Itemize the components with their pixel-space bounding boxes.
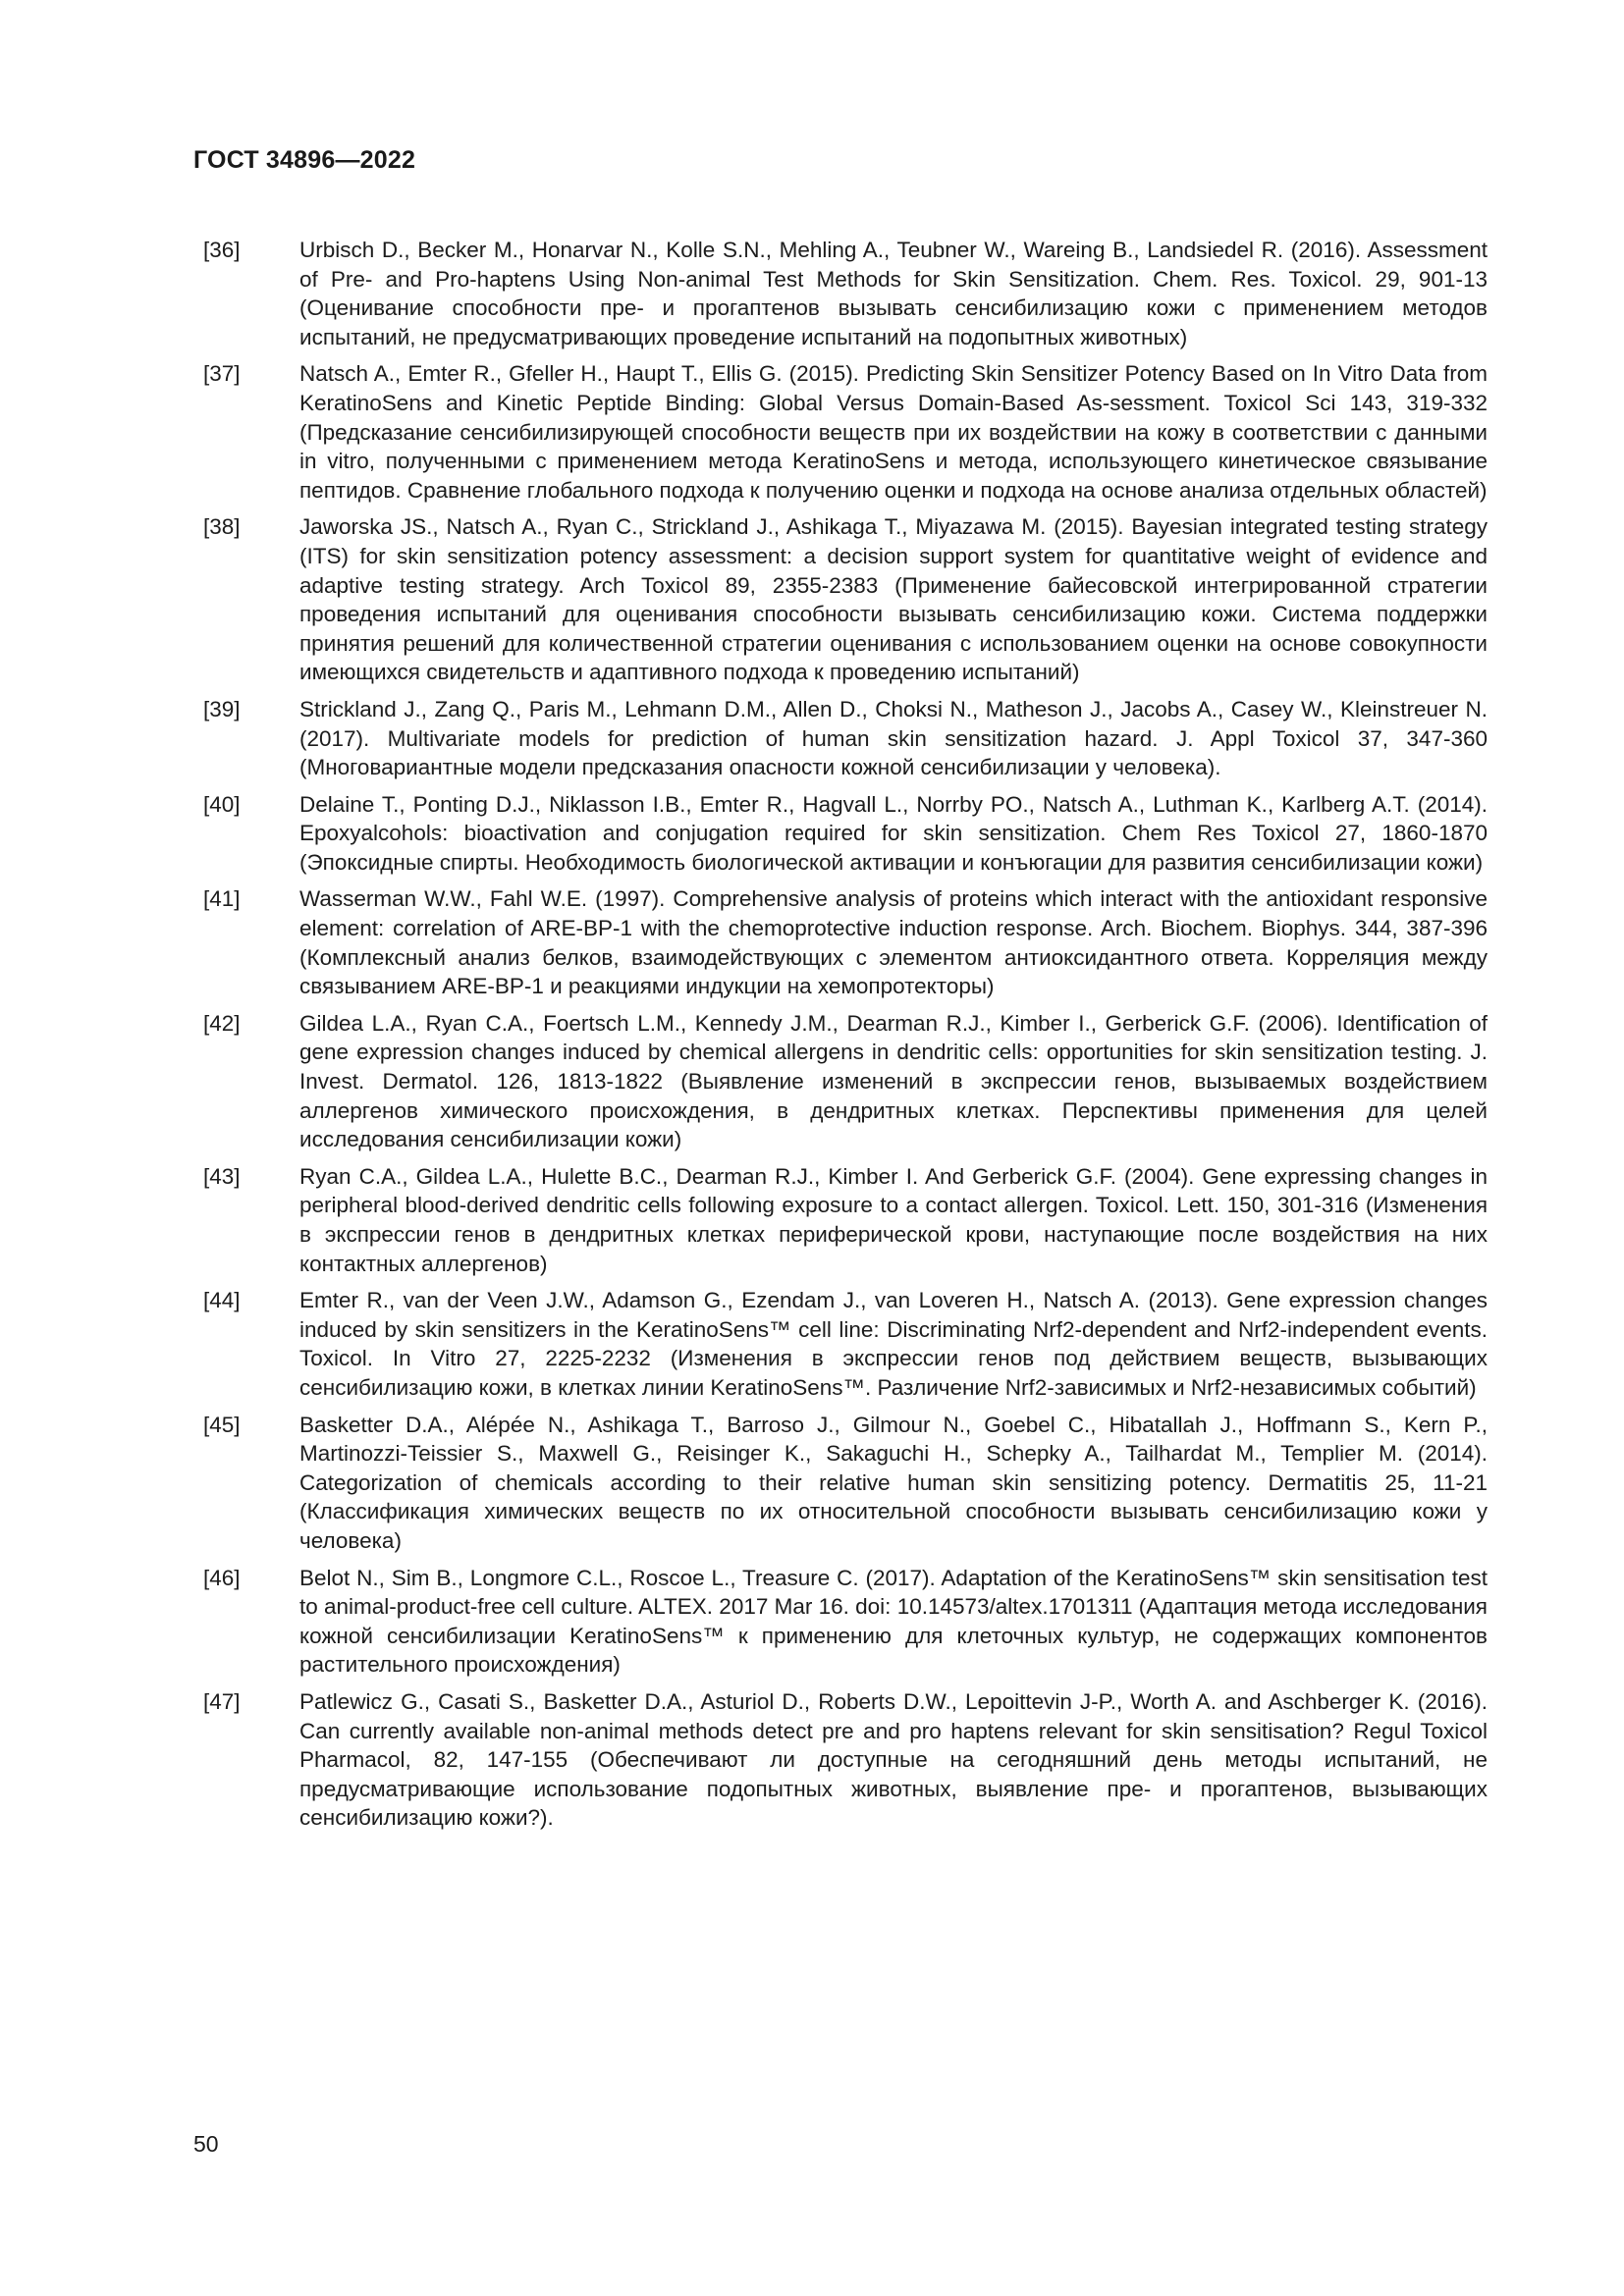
entry-number: [47] xyxy=(203,1688,241,1714)
page-number: 50 xyxy=(193,2131,219,2157)
entry-number: [43] xyxy=(203,1163,241,1189)
entry-number: [39] xyxy=(203,696,241,721)
entry-text: Gildea L.A., Ryan C.A., Foertsch L.M., Kennedy J.M., Dearman R.J., Kimber I., Gerberick G.F. (2006). Identification of gene expression changes induced by chemical allergens in dendritic cells: opportunities for skin sensitization testing. J. Invest. Dermatol. 126, 1813-1822 (Выявление изменений в экспрессии генов, вызываемых воздействием аллергенов химического происхождения, в дендритных клетках. Перспективы применения для целей исследования сенсибилизации кожи) xyxy=(299,1010,1488,1152)
entry-text: Jaworska JS., Natsch A., Ryan C., Strickland J., Ashikaga T., Miyazawa M. (2015). Bayesian integrated testing strategy (ITS) for skin sensitization potency assessment: a decision support system for quantitative weight of evidence and adaptive testing strategy. Arch Toxicol 89, 2355-2383 (Применение байесовской интегрированной стратегии проведения испытаний для оценивания способности вызывать сенсибилизацию кожи. Система поддержки принятия решений для количественной стратегии оценивания с использованием оценки на основе совокупности имеющихся свидетельств и адаптивного подхода к проведению испытаний) xyxy=(299,514,1488,685)
bibliography-entry xyxy=(203,790,1488,878)
bibliography-entry xyxy=(203,236,1488,351)
entry-text: Belot N., Sim B., Longmore C.L., Roscoe L., Treasure C. (2017). Adaptation of the KeratinoSens™ skin sensitisation test to animal-product-free cell culture. ALTEX. 2017 Mar 16. doi: 10.14573/altex.1701311 (Адаптация метода исследования кожной сенсибилизации KeratinoSens™ к применению для клеточных культур, не содержащих компонентов растительного происхождения) xyxy=(299,1565,1488,1678)
entry-number: [36] xyxy=(203,238,241,262)
bibliography-entry xyxy=(203,1009,1488,1154)
entry-number: [45] xyxy=(203,1412,241,1437)
entry-number: [46] xyxy=(203,1565,241,1590)
entry-text: Strickland J., Zang Q., Paris M., Lehmann D.M., Allen D., Choksi N., Matheson J., Jacobs A., Casey W., Kleinstreuer N. (2017). Multivariate models for prediction of human skin sensitization hazard. J. Appl Toxicol 37, 347-360 (Многовариантные модели предсказания опасности кожной сенсибилизации у человека). xyxy=(299,696,1488,780)
entry-number: [38] xyxy=(203,514,241,540)
entry-text: Urbisch D., Becker M., Honarvar N., Kolle S.N., Mehling A., Teubner W., Wareing B., Landsiedel R. (2016). Assessment of Pre- and Pro-haptens Using Non-animal Test Methods for Skin Sensitization. Chem. Res. Toxicol. 29, 901-13 (Оценивание способности пре- и прогаптенов вызывать сенсибилизацию кожи с применением методов испытаний, не предусматривающих проведение испытаний на подопытных животных) xyxy=(299,238,1488,349)
entry-number: [44] xyxy=(203,1288,241,1313)
entry-number: [40] xyxy=(203,791,241,817)
bibliography-entry xyxy=(203,695,1488,782)
entry-text: Delaine T., Ponting D.J., Niklasson I.B., Emter R., Hagvall L., Norrby PO., Natsch A., Luthman K., Karlberg A.T. (2014). Epoxyalcohols: bioactivation and conjugation required for skin sensitization. Chem Res Toxicol 27, 1860-1870 (Эпоксидные спирты. Необходимость биологической активации и конъюгации для развития сенсибилизации кожи) xyxy=(299,791,1488,875)
entry-text: Basketter D.A., Alépée N., Ashikaga T., Barroso J., Gilmour N., Goebel C., Hibatallah J., Hoffmann S., Kern P., Martinozzi-Teissier S., Maxwell G., Reisinger K., Sakaguchi H., Schepky A., Tailhardat M., Templier M. (2014). Categorization of chemicals according to their relative human skin sensitizing potency. Dermatitis 25, 11-21 (Классификация химических веществ по их относительной способности вызывать сенсибилизацию кожи у человека) xyxy=(299,1412,1488,1553)
entry-text: Ryan C.A., Gildea L.A., Hulette B.C., Dearman R.J., Kimber I. And Gerberick G.F. (2004). Gene expressing changes in peripheral blood-derived dendritic cells following exposure to a contact allergen. Toxicol. Lett. 150, 301-316 (Изменения в экспрессии генов в дендритных клетках периферической крови, наступающие после воздействия на них контактных аллергенов) xyxy=(299,1163,1488,1276)
bibliography-entry xyxy=(203,1411,1488,1556)
entry-number: [37] xyxy=(203,361,241,387)
entry-text: Emter R., van der Veen J.W., Adamson G., Ezendam J., van Loveren H., Natsch A. (2013). Gene expression changes induced by skin sensitizers in the KeratinoSens™ cell line: Discriminating Nrf2-dependent and Nrf2-independent events. Toxicol. In Vitro 27, 2225-2232 (Изменения в экспрессии генов под действием веществ, вызывающих сенсибилизацию кожи, в клетках линии KeratinoSens™. Различение Nrf2-зависимых и Nrf2-независимых событий) xyxy=(299,1288,1488,1400)
bibliography-entry xyxy=(203,1564,1488,1680)
bibliography-entry xyxy=(203,884,1488,1000)
entry-number: [42] xyxy=(203,1010,241,1036)
bibliography-entry xyxy=(203,512,1488,687)
document-standard-code: ГОСТ 34896—2022 xyxy=(193,146,416,174)
bibliography-entry xyxy=(203,1162,1488,1278)
bibliography-entry xyxy=(203,1286,1488,1402)
bibliography-entry xyxy=(203,359,1488,505)
entry-text: Patlewicz G., Casati S., Basketter D.A., Asturiol D., Roberts D.W., Lepoittevin J-P., Worth A. and Aschberger K. (2016). Can currently available non-animal methods detect pre and pro haptens relevant for skin sensitisation? Regul Toxicol Pharmacol, 82, 147-155 (Обеспечивают ли доступные на сегодняшний день методы испытаний, не предусматривающие использование подопытных животных, выявление пре- и прогаптенов, вызывающих сенсибилизацию кожи?). xyxy=(299,1688,1488,1831)
entry-text: Natsch A., Emter R., Gfeller H., Haupt T., Ellis G. (2015). Predicting Skin Sensitizer Potency Based on In Vitro Data from KeratinoSens and Kinetic Peptide Binding: Global Versus Domain-Based As-sessment. Toxicol Sci 143, 319-332 (Предсказание сенсибилизирующей способности веществ при их воздействии на кожу в соответствии с данными in vitro, полученными с применением метода KeratinoSens и метода, использующего кинетическое связывание пептидов. Сравнение глобального подхода к получению оценки и подхода на основе анализа отдельных областей) xyxy=(299,361,1488,503)
entry-text: Wasserman W.W., Fahl W.E. (1997). Comprehensive analysis of proteins which interact with the antioxidant responsive element: correlation of ARE-BP-1 with the chemoprotective induction response. Arch. Biochem. Biophys. 344, 387-396 (Комплексный анализ белков, взаимодействующих с элементом антиоксидантного ответа. Корреляция между связыванием ARE-BP-1 и реакциями индукции на хемопротекторы) xyxy=(299,886,1488,999)
bibliography-list xyxy=(203,236,1488,1841)
bibliography-entry xyxy=(203,1687,1488,1833)
entry-number: [41] xyxy=(203,886,241,912)
